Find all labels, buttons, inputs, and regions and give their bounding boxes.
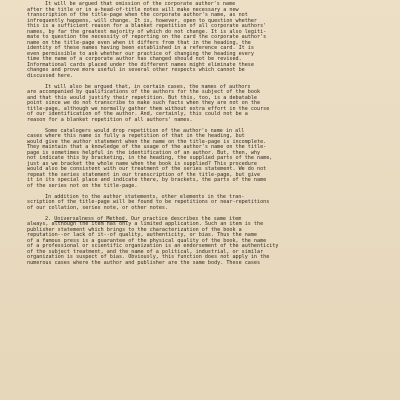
text-line: always, although the item has only a limited application. Such an item is the <box>27 221 264 228</box>
text-line: of our identification of the author. And, certainly, this could not be a <box>27 111 248 118</box>
paragraph-author-qualifications <box>27 85 376 124</box>
text-line: It will be argued that omission of the corporate author's name <box>45 1 236 7</box>
text-line: infrequently happens, will change. It is, however, open to question whether <box>27 17 258 24</box>
text-line: after the title or in a-head-of-title notes will make necessary a new <box>27 6 239 13</box>
text-line: of the subject treatment, and the name of a political, industrial, or similar <box>27 248 264 255</box>
text-line: name on the title-page even when it differs from that in the heading, the <box>27 39 251 46</box>
text-line: repeat the series statement in our transcription of the title-page, but give <box>27 171 261 178</box>
paragraph-cataloger-practice <box>27 129 376 190</box>
text-line: Some catalogers would drop repetition of the author's name in all <box>45 127 245 134</box>
text-line: They maintain that a knowledge of the usage of the author's name on the title- <box>27 144 267 151</box>
text-line: Our practice describes the same item <box>127 215 242 222</box>
text-line: transcription of the title-page when the corporate author's name, as not <box>27 12 248 18</box>
text-line: of our collation, series note, or other notes. <box>27 204 169 211</box>
text-line: it in its special place and indicate there, by brackets, the parts of the name <box>27 177 267 184</box>
text-line: discussed here. <box>27 72 74 79</box>
text-line: organization is suspect of bias. Obviously, this function does not apply in the <box>27 254 270 261</box>
text-line: publisher statement which brings to the characterization of the book a <box>27 226 242 233</box>
paragraph-universalness-of-method <box>27 217 376 267</box>
text-line: numerous cases where the author and publisher are the same body. These cases <box>27 259 261 266</box>
text-line: identity of these names having been established in a reference card. It is <box>27 45 254 51</box>
text-line: title-page, although we normally gather them without extra effort in the course <box>27 105 270 112</box>
text-line: would also be consistent with our treatment of the series statement. We do not <box>27 166 267 173</box>
text-line: scription of the title-page will be found to be repetitions or near-repetitions <box>27 199 270 206</box>
paragraph-other-elements <box>27 195 376 212</box>
text-line: cases where this name is fully a repetition of that in the heading, but <box>27 133 245 140</box>
text-line: of the series not on the title-page. <box>27 182 138 189</box>
text-line: this is a sufficient reason for a blanket repetition of all corporate authors' <box>27 23 267 29</box>
text-line: mate to question the necessity of reporting on the card the corporate author's <box>27 34 267 40</box>
text-line: are accompanied by qualifications of the authors for the subject of the book <box>27 89 261 96</box>
text-line: even permissible to ask whether our practice of changing the heading every <box>27 50 254 57</box>
text-line: reason for a blanket repetition of all authors' names. <box>27 116 193 123</box>
text-line: of a professional or scientific organization is an endorsement of the authenticity <box>27 243 279 250</box>
section-number: 2. <box>45 215 52 222</box>
text-line: just as we bracket the whole name when the book is supplied? This procedure <box>27 160 258 167</box>
text-line: Informational cards placed under the different names might eliminate these <box>27 61 254 68</box>
text-line: page is sometimes helpful in the identification of an author. But, then, why <box>27 149 261 156</box>
text-line: point since we do not transcribe to make such facts when they are not on the <box>27 100 261 107</box>
text-line: of a famous press is a guarantee of the physical quality of the book, the name <box>27 237 267 244</box>
text-line: changes and prove more useful in several other respects which cannot be <box>27 67 245 73</box>
text-line: time the name of a corporate author has changed should not be revised. <box>27 56 242 62</box>
text-line: names, by far the greatest majority of which do not change. It is also legiti- <box>27 28 267 35</box>
paragraph-corporate-author <box>27 2 376 79</box>
text-line: It will also be argued that, in certain cases, the names of authors <box>45 83 251 90</box>
text-line: would give the author statement when the name on the title-page is incomplete. <box>27 138 267 145</box>
text-line: reputation--or lack of it--of quality, authenticity, or bias. Thus the name <box>27 232 258 239</box>
text-line: In addition to the author statements, other elements in the tran- <box>45 193 245 200</box>
text-line: and that this would justify their repetition. But this, too, is a debatable <box>27 94 258 101</box>
text-line: not indicate this by bracketing, in the heading, the supplied parts of the name, <box>27 155 273 162</box>
section-title: Universalness of Method. <box>54 215 128 222</box>
